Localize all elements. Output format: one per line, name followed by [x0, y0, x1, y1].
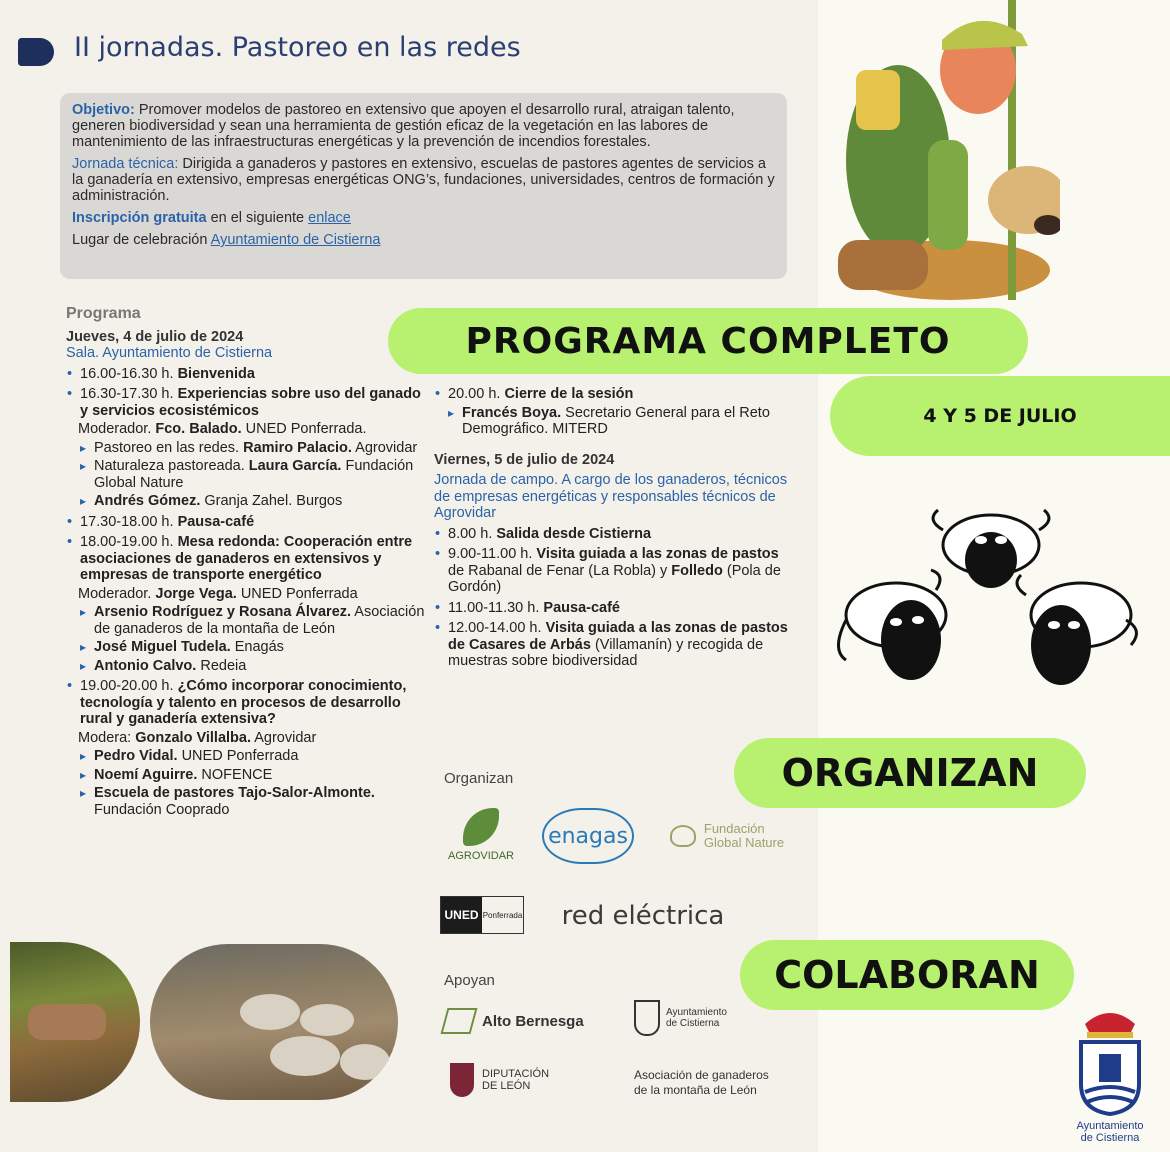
item-text: de Rabanal de Fenar (La Robla) y	[448, 562, 672, 579]
speaker-org: Enagás	[230, 639, 284, 655]
moderator-label: Modera:	[78, 729, 136, 746]
sheep-face	[933, 510, 1049, 588]
uned-text: UNED	[441, 897, 482, 933]
uned-sub-text: Ponferrada	[482, 910, 523, 920]
program-item	[434, 526, 794, 543]
item-title: Experiencias sobre uso del ganado y servicios ecosistémicos	[80, 386, 421, 419]
program-right-column	[434, 382, 794, 670]
program-item	[434, 600, 794, 617]
ayuntamiento-cistierna-logo	[1062, 1004, 1158, 1144]
inscripcion-label: Inscripción gratuita	[72, 210, 207, 226]
speaker-line	[66, 658, 426, 675]
item-title: Cierre de la sesión	[504, 386, 634, 402]
programa-completo-banner: PROGRAMA COMPLETO	[388, 308, 1028, 374]
program-item	[66, 386, 426, 419]
sheep-shape	[240, 994, 300, 1030]
sheep-face	[1017, 575, 1136, 685]
item-time: 17.30-18.00 h.	[80, 513, 178, 530]
moderator-label: Moderador.	[78, 585, 156, 602]
campo-line	[434, 472, 794, 522]
objetivo-text: Promover modelos de pastoreo en extensivo que apoyen el desarrollo rural, atraigan talento, generen biodiversidad y sean una herramienta de gestión eficaz de la vegetación en las labores de mantenimiento de las infraestructuras energéticas y la prevención de incendios forestales.	[72, 102, 735, 150]
speaker-name: Laura García.	[248, 458, 342, 474]
lugar-text: Lugar de celebración	[72, 232, 211, 248]
jornada-paragraph	[72, 156, 775, 204]
speaker-org: Agrovidar	[351, 439, 418, 456]
moderator-org: UNED Ponferrada	[236, 585, 358, 602]
item-text: (Pola de Gordón)	[448, 562, 781, 595]
talk-title: Pastoreo en las redes.	[94, 439, 244, 456]
speaker-org: NOFENCE	[197, 766, 273, 783]
fgn-text	[704, 822, 784, 850]
speaker-name: Antonio Calvo.	[94, 657, 197, 674]
asoc-line: de la montaña de León	[634, 1083, 757, 1097]
lugar-link[interactable]: Ayuntamiento de Cistierna	[210, 232, 381, 248]
speaker-org: Fundación Global Nature	[94, 458, 414, 491]
program-left-column	[66, 306, 426, 818]
sheep-shape	[270, 1036, 340, 1076]
inscripcion-text: en el siguiente	[206, 210, 309, 226]
mountain-icon	[441, 1008, 478, 1034]
speaker-line	[66, 604, 426, 637]
dipu-line: DE LEÓN	[482, 1080, 531, 1092]
ayuntamiento-small-logo	[634, 992, 754, 1044]
ayto-small-line: de Cistierna	[666, 1018, 720, 1029]
speaker-name: Arsenio Rodríguez y Rosana Álvarez.	[94, 604, 352, 620]
speaker-line	[66, 458, 426, 491]
cow-photo	[10, 942, 140, 1102]
sala-line	[66, 345, 426, 362]
alto-bernesga-text: Alto Bernesga	[482, 1012, 584, 1030]
speaker-name: Francés Boya.	[462, 404, 562, 421]
inscripcion-link[interactable]: enlace	[308, 210, 351, 226]
sheep-flock-photo	[150, 944, 398, 1100]
sala-label: Sala.	[66, 345, 100, 361]
item-time: 18.00-19.00 h.	[80, 534, 178, 550]
program-item	[66, 366, 426, 383]
speaker-name: Ramiro Palacio.	[243, 439, 352, 456]
fecha-banner: 4 Y 5 DE JULIO	[830, 376, 1170, 456]
dipu-text	[482, 1068, 549, 1092]
ayto-caption-line: de Cistierna	[1080, 1132, 1140, 1144]
red-electrica-logo: red eléctrica	[561, 901, 725, 931]
objetivo-paragraph	[72, 102, 775, 150]
crown-shield-icon	[1075, 1004, 1145, 1116]
item-text: (Villamanín) y recogida de muestras sobre biodiversidad	[448, 636, 764, 669]
item-title: Salida desde Cistierna	[496, 525, 652, 542]
program-heading: Programa	[66, 305, 141, 322]
speaker-line	[66, 767, 426, 784]
program-item	[434, 546, 794, 596]
enagas-logo: enagas	[542, 808, 634, 864]
tree-icon	[670, 825, 696, 847]
shield-icon	[450, 1063, 474, 1097]
item-title: Visita guiada a las zonas de pastos de Casares de Arbás	[448, 620, 788, 653]
lugar-paragraph	[72, 232, 775, 248]
speaker-org: Fundación Cooprado	[94, 801, 230, 818]
fgn-line: Global Nature	[703, 835, 785, 850]
title-marker-icon	[18, 38, 54, 66]
apoyan-label: Apoyan	[444, 972, 495, 989]
speaker-name: José Miguel Tudela.	[94, 639, 231, 655]
item-title: Mesa redonda: Cooperación entre asociaciones de ganaderos en extensivos y empresas de transporte energético	[80, 534, 413, 583]
speaker-line	[66, 440, 426, 457]
fundacion-global-nature-logo	[652, 818, 802, 854]
objetivo-label: Objetivo:	[72, 102, 135, 118]
program-item	[66, 534, 426, 584]
asociacion-ganaderos-text	[634, 1068, 769, 1098]
speaker-line	[434, 405, 794, 438]
sheep-illustration	[826, 500, 1156, 690]
speaker-line	[66, 639, 426, 656]
agrovidar-logo	[440, 800, 522, 870]
organizan-banner: ORGANIZAN	[734, 738, 1086, 808]
item-title: Bienvenida	[177, 365, 255, 382]
inscripcion-paragraph	[72, 210, 775, 226]
speaker-line	[66, 493, 426, 510]
moderator-name: Gonzalo Villalba.	[135, 729, 251, 746]
diputacion-leon-logo	[450, 1054, 570, 1106]
shepherd-illustration	[838, 0, 1060, 302]
moderator-label: Moderador.	[78, 421, 156, 437]
speaker-org: UNED Ponferrada	[177, 748, 299, 764]
ayto-small-line: Ayuntamiento	[666, 1007, 727, 1018]
sala-text: Ayuntamiento de Cistierna	[99, 345, 273, 361]
program-item	[434, 620, 794, 670]
uned-logo	[440, 896, 524, 934]
organizan-label: Organizan	[444, 770, 514, 787]
program-item	[66, 514, 426, 531]
jornada-text: Dirigida a ganaderos y pastores en extensivo, escuelas de pastores agentes de servicios a la ganadería en extensivo, empresas energéticas ONG’s, fundaciones, universidades, centros de formación y administración.	[72, 156, 775, 204]
shield-icon	[634, 1000, 660, 1036]
talk-title: Naturaleza pastoreada.	[94, 458, 249, 474]
sheep-shape	[300, 1004, 354, 1036]
speaker-org: Asociación de ganaderos de la montaña de León	[94, 604, 425, 637]
program-item	[66, 678, 426, 728]
sheep-shape	[340, 1044, 390, 1080]
fgn-line: Fundación	[703, 821, 765, 836]
moderator-line	[66, 730, 426, 747]
info-box	[60, 93, 787, 279]
agrovidar-text: AGROVIDAR	[447, 850, 514, 862]
campo-label: Jornada de campo.	[434, 472, 559, 488]
item-title: Pausa-café	[177, 513, 255, 530]
colaboran-banner: COLABORAN	[740, 940, 1074, 1010]
moderator-line	[66, 421, 426, 438]
moderator-line	[66, 586, 426, 603]
item-time: 11.00-11.30 h.	[448, 599, 544, 616]
speaker-line	[66, 748, 426, 765]
moderator-name: Fco. Balado.	[155, 421, 242, 437]
item-time: 19.00-20.00 h.	[80, 678, 178, 694]
speaker-name: Andrés Gómez.	[94, 493, 201, 509]
dipu-line: DIPUTACIÓN	[482, 1068, 550, 1080]
item-time: 9.00-11.00 h.	[448, 546, 537, 562]
ayto-small-text	[666, 1007, 727, 1029]
item-title: Visita guiada a las zonas de pastos	[536, 546, 779, 562]
item-time: 16.00-16.30 h.	[80, 365, 178, 382]
asoc-line: Asociación de ganaderos	[634, 1068, 769, 1082]
campo-text: A cargo de los ganaderos, técnicos de empresas energéticas y responsables técnicos de Agrovidar	[434, 472, 788, 521]
day1-heading: Jueves, 4 de julio de 2024	[66, 328, 244, 345]
item-time: 16.30-17.30 h.	[80, 386, 178, 402]
program-item	[434, 386, 794, 403]
flyer-title: II jornadas. Pastoreo en las redes	[74, 32, 521, 63]
speaker-name: Escuela de pastores Tajo-Salor-Almonte.	[94, 785, 375, 801]
speaker-org: Granja Zahel. Burgos	[200, 493, 343, 509]
ayto-caption-line: Ayuntamiento	[1076, 1120, 1144, 1132]
ayto-caption	[1076, 1120, 1143, 1144]
item-time: 20.00 h.	[448, 386, 505, 402]
day2-heading: Viernes, 5 de julio de 2024	[434, 451, 615, 468]
item-time: 12.00-14.00 h.	[448, 620, 546, 636]
sheep-face	[839, 570, 947, 680]
item-place: Folledo	[671, 562, 723, 579]
moderator-org: UNED Ponferrada.	[241, 421, 367, 437]
speaker-org: Secretario General para el Reto Demográfico. MITERD	[462, 404, 770, 437]
leaf-icon	[463, 808, 499, 846]
jornada-label: Jornada técnica:	[72, 156, 179, 172]
speaker-line	[66, 785, 426, 818]
speaker-name: Noemí Aguirre.	[94, 766, 198, 783]
cow-shape	[28, 1004, 106, 1040]
item-time: 8.00 h.	[448, 525, 497, 542]
alto-bernesga-logo	[444, 1004, 594, 1038]
item-title: Pausa-café	[543, 599, 620, 616]
moderator-name: Jorge Vega.	[155, 585, 237, 602]
speaker-org: Redeia	[196, 657, 247, 674]
speaker-name: Pedro Vidal.	[94, 748, 178, 764]
moderator-org: Agrovidar	[251, 729, 317, 746]
item-title: ¿Cómo incorporar conocimiento, tecnología y talento en procesos de desarrollo rural y ganadería extensiva?	[80, 678, 407, 727]
